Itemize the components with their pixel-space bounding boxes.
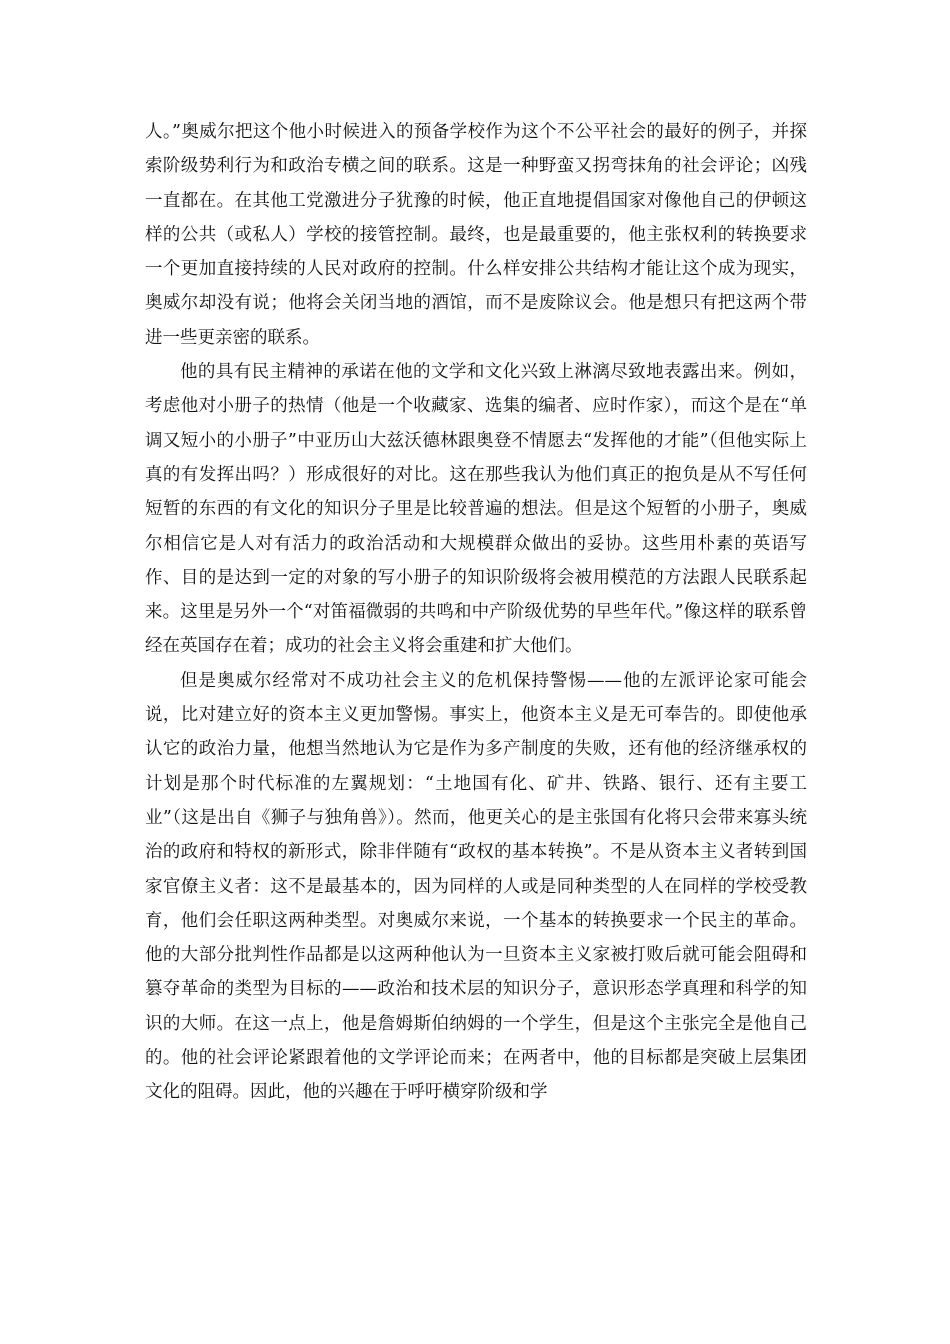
paragraph-1: 人。”奥威尔把这个他小时候进入的预备学校作为这个不公平社会的最好的例子，并探索阶级势利行为和政治专横之间的联系。这是一种野蛮又拐弯抹角的社会评论；凶残一直都在。在其他工党激进分子犹豫的时候，他正直地提倡国家对像他自己的伊顿这样的公共（或私人）学校的接管控制。最终，也是最重要的，他主张权利的转换要求一个更加直接持续的人民对政府的控制。什么样安排公共结构才能让这个成为现实，奥威尔却没有说；他将会关闭当地的酒馆，而不是废除议会。他是想只有把这两个带进一些更亲密的联系。 — [145, 122, 807, 348]
document-page — [145, 115, 807, 1110]
paragraph-2: 他的具有民主精神的承诺在他的文学和文化兴致上淋漓尽致地表露出来。例如，考虑他对小册子的热情（他是一个收藏家、选集的编者、应时作家），而这个是在“单调又短小的小册子”中亚历山大兹沃德林跟奥登不情愿去“发挥他的才能”（但他实际上真的有发挥出吗？）形成很好的对比。这在那些我认为他们真正的抱负是从不写任何短暂的东西的有文化的知识分子里是比较普遍的想法。但是这个短暂的小册子，奥威尔相信它是人对有活力的政治活动和大规模群众做出的妥协。这些用朴素的英语写作、目的是达到一定的对象的写小册子的知识阶级将会被用模范的方法跟人民联系起来。这里是另外一个“对笛福微弱的共鸣和中产阶级优势的早些年代。”像这样的联系曾经在英国存在着；成功的社会主义将会重建和扩大他们。 — [145, 362, 807, 657]
paragraph-3: 但是奥威尔经常对不成功社会主义的危机保持警惕——他的左派评论家可能会说，比对建立好的资本主义更加警惕。事实上，他资本主义是无可奉告的。即使他承认它的政治力量，他想当然地认为它是作为多产制度的失败，还有他的经济继承权的计划是那个时代标准的左翼规划：“土地国有化、矿井、铁路、银行、还有主要工业”（这是出自《狮子与独角兽》）。然而，他更关心的是主张国有化将只会带来寡头统治的政府和特权的新形式，除非伴随有“政权的基本转换”。不是从资本主义者转到国家官僚主义者：这不是最基本的，因为同样的人或是同种类型的人在同样的学校受教育，他们会任职这两种类型。对奥威尔来说，一个基本的转换要求一个民主的革命。他的大部分批判性作品都是以这两种他认为一旦资本主义家被打败后就可能会阻碍和篡夺革命的类型为目标的——政治和技术层的知识分子，意识形态学真理和科学的知识的大师。在这一点上，他是詹姆斯伯纳姆的一个学生，但是这个主张完全是他自己的。他的社会评论紧跟着他的文学评论而来；在两者中，他的目标都是突破上层集团文化的阻碍。因此，他的兴趣在于呼吁横穿阶级和学 — [145, 670, 807, 1103]
